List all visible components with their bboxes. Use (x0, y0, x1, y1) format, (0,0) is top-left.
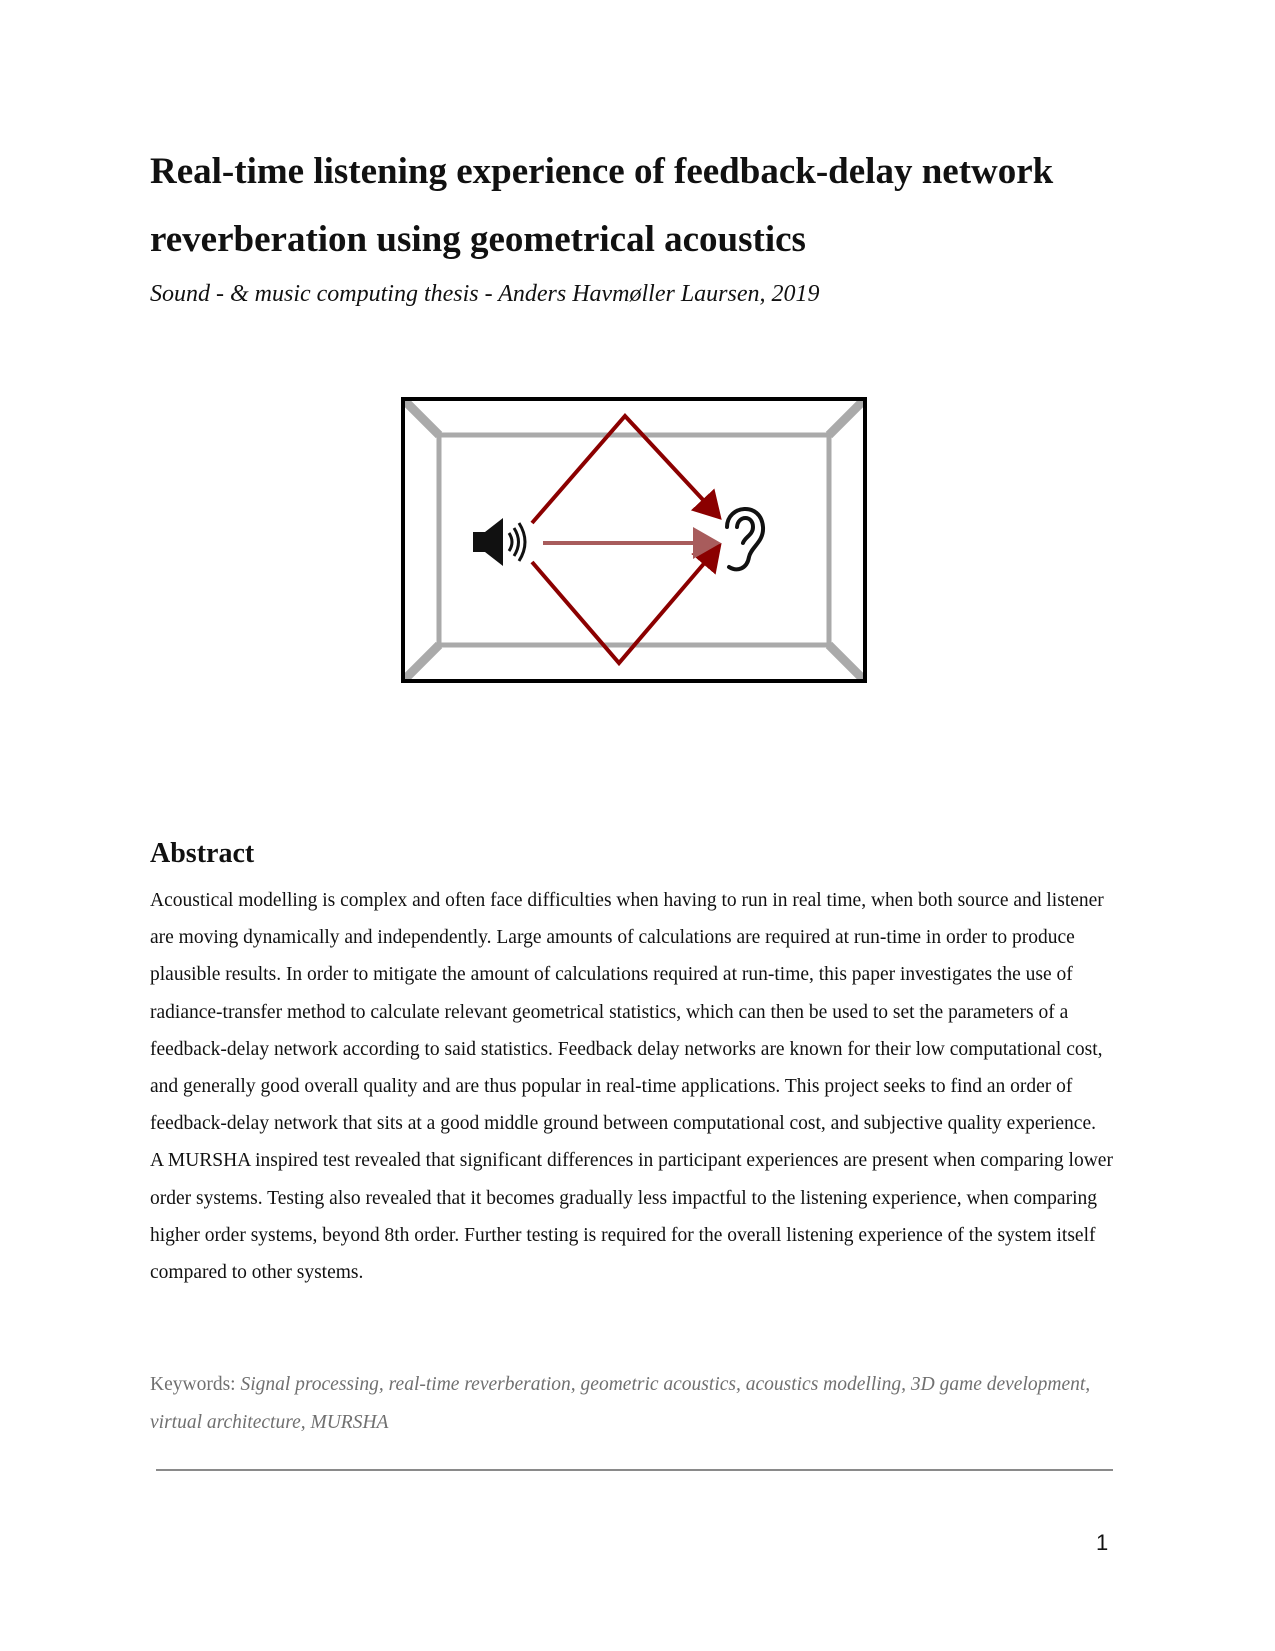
page-number: 1 (1096, 1530, 1109, 1555)
reflection-path-top (532, 416, 719, 523)
room-outer-frame (403, 399, 865, 681)
title-line-1: Real-time listening experience of feedback-delay network (150, 151, 1054, 192)
keywords-text: Signal processing, real-time reverberation, geometric acoustics, acoustics modelling, 3D game development, virtual architecture, MURSHA (150, 1374, 1091, 1433)
ear-icon (727, 509, 763, 569)
keywords (150, 1366, 1130, 1441)
abstract-paragraph-2: A MURSHA inspired test revealed that significant differences in participant experiences are present when comparing lower order systems. Testing also revealed that it becomes gradually less impactful to the listening experience, when comparing higher order systems, beyond 8th order. Further testing is required for the overall listening experience of the system itself compared to other systems. (150, 1150, 1113, 1284)
room-acoustics-figure (401, 397, 867, 683)
subtitle: Sound - & music computing thesis - Anders Havmøller Laursen, 2019 (150, 281, 820, 307)
title-line-2: reverberation using geometrical acoustics (150, 219, 806, 260)
abstract-body (150, 882, 1130, 1291)
room-diagram (401, 397, 867, 683)
abstract-heading: Abstract (150, 838, 255, 869)
keywords-label: Keywords: (150, 1374, 241, 1395)
speaker-icon (473, 518, 525, 566)
abstract-paragraph-1: Acoustical modelling is complex and often face difficulties when having to run in real time, when both source and listener are moving dynamically and independently. Large amounts of calculations are required at run-time in order to produce plausible results. In order to mitigate the amount of calculations required at run-time, this paper investigates the use of radiance-transfer method to calculate relevant geometrical statistics, which can then be used to set the parameters of a feedback-delay network according to said statistics. Feedback delay networks are known for their low computational cost, and generally good overall quality and are thus popular in real-time applications. This project seeks to find an order of feedback-delay network that sits at a good middle ground between computational cost, and subjective quality experience. (150, 890, 1104, 1135)
footer-divider (156, 1469, 1113, 1471)
paper-title (150, 138, 1150, 274)
